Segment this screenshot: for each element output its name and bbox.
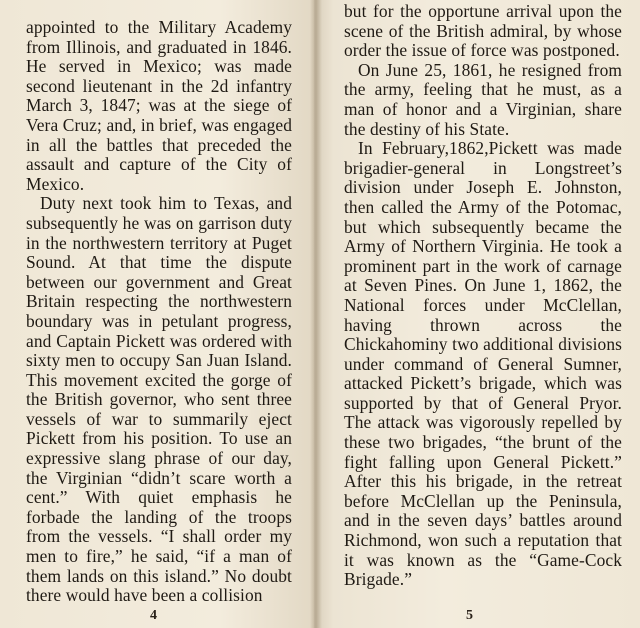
left-page: [0, 0, 314, 628]
right-page-text: [344, 2, 622, 590]
right-page: [314, 0, 640, 628]
left-page-text: [26, 18, 292, 606]
paragraph: Duty next took him to Texas, and subsequently he was on garrison duty in the northwestern territory at Puget Sound. At that time the dispute between our government and Great Britain respecting the northwestern boundary was in petulant progress, and Captain Pickett was ordered with sixty men to occupy San Juan Island. This movement excited the gorge of the British governor, who sent three vessels of war to summarily eject Pickett from his position. To use an expressive slang phrase of our day, the Virginian “didn’t scare worth a cent.” With quiet emphasis he forbade the landing of the troops from the vessels. “I shall order my men to fire,” he said, “if a man of them lands on this island.” No doubt there would have been a collision: [26, 193, 292, 606]
paragraph: appointed to the Military Academy from Illinois, and graduated in 1846. He served in Mexico; was made second lieutenant in the 2d infantry March 3, 1847; was at the siege of Vera Cruz; and, in brief, was engaged in all the battles that preceded the assault and capture of the City of Mexico.: [26, 17, 292, 194]
page-number: 4: [150, 608, 157, 623]
paragraph: On June 25, 1861, he resigned from the army, feeling that he must, as a man of honor and a Virginian, share the destiny of his State.: [344, 59, 622, 139]
page-number: 5: [466, 608, 473, 623]
paragraph: but for the opportune arrival upon the scene of the British admiral, by whose order the issue of force was postponed.: [344, 1, 622, 61]
paragraph: In February,1862,Pickett was made brigadier-general in Longstreet’s division under Joseph E. Johnston, then called the Army of the Potomac, but which subsequently became the Army of Northern Virginia. He took a prominent part in the work of carnage at Seven Pines. On June 1, 1862, the National forces under McClellan, having thrown across the Chickahominy two additional divisions under command of General Sumner, attacked Pickett’s brigade, which was supported by that of General Pryor. The attack was vigorously repelled by these two brigades, “the brunt of the fight falling upon General Pickett.” After this his brigade, in the retreat before McClellan up the Peninsula, and in the seven days’ battles around Richmond, won such a reputation that it was known as the “Game-Cock Brigade.”: [344, 138, 622, 590]
